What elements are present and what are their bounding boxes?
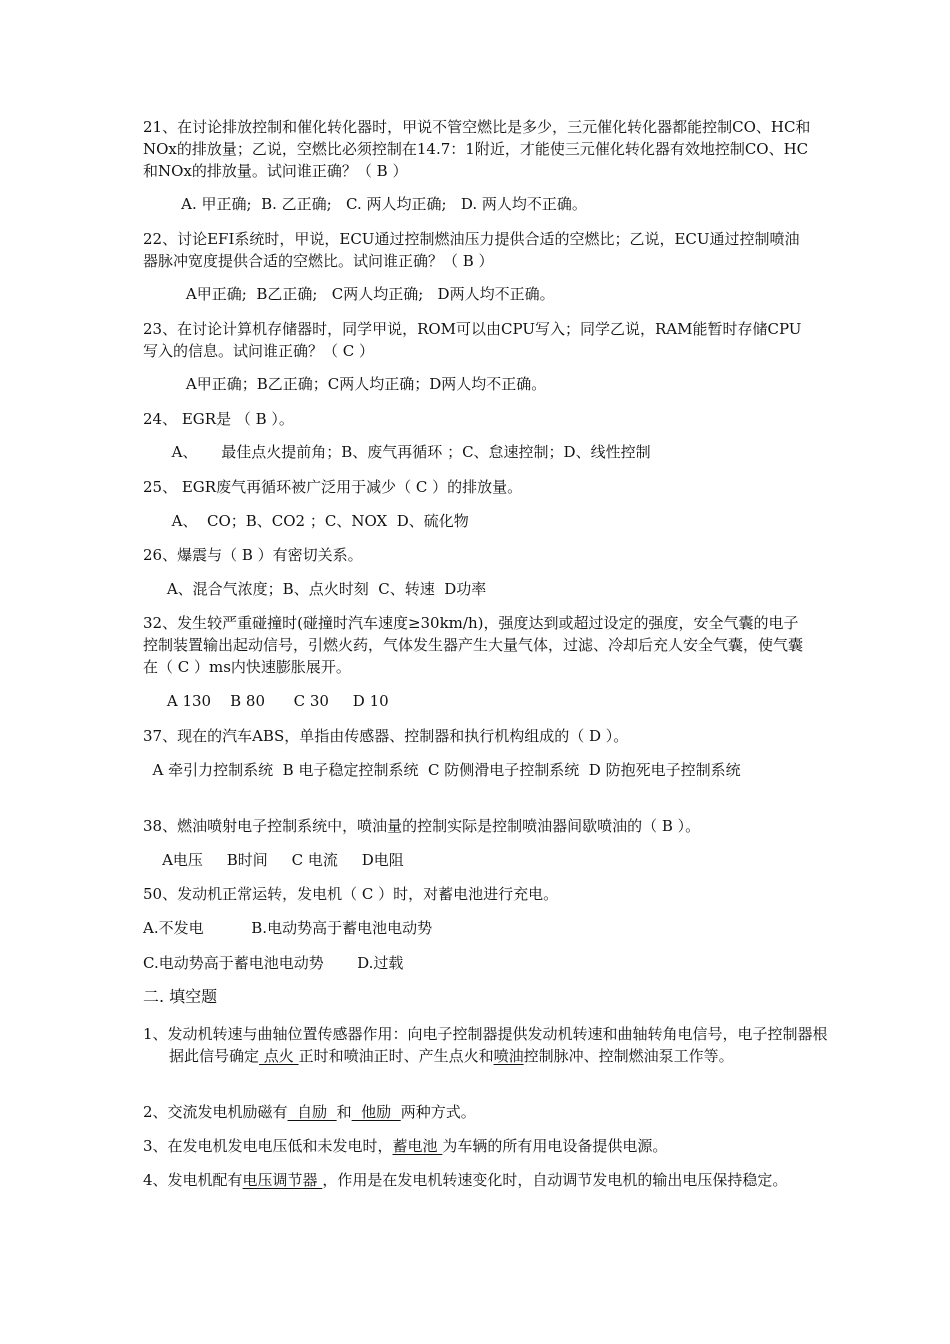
fill-blank-4-text-end: ，作用是在发电机转速变化时，自动调节发电机的输出电压保持稳定。 xyxy=(322,1171,788,1189)
fill-blank-3-text: 3、在发电机发电电压低和未发电时， xyxy=(143,1137,393,1155)
question-50-options-ab: A.不发电 B.电动势高于蓄电池电动势 xyxy=(143,919,433,937)
question-23: 23、在讨论计算机存储器时，同学甲说，ROM可以由CPU写入；同学乙说，RAM能暂时存储CPU写入的信息。试问谁正确？（ C ） xyxy=(143,320,802,360)
question-38: 38、燃油喷射电子控制系统中，喷油量的控制实际是控制喷油器间歇喷油的（ B ）。 xyxy=(143,817,701,835)
fill-blank-3-text-end: 为车辆的所有用电设备提供电源。 xyxy=(442,1137,668,1155)
fill-blank-1-answer-2: 喷油 xyxy=(493,1047,524,1065)
question-38-options: A电压 B时间 C 电流 D电阻 xyxy=(143,851,404,869)
fill-blank-3-answer: 蓄电池 xyxy=(392,1137,443,1155)
question-23-options: A甲正确；B乙正确；C两人均正确；D两人均不正确。 xyxy=(143,375,547,393)
question-25: 25、 EGR废气再循环被广泛用于减少（ C ）的排放量。 xyxy=(143,478,523,496)
fill-blank-2-answer-2: 他励 xyxy=(351,1103,401,1121)
question-26: 26、爆震与（ B ）有密切关系。 xyxy=(143,546,363,564)
fill-blank-1 xyxy=(143,1023,837,1067)
fill-blank-2-answer-1: 自励 xyxy=(287,1103,337,1121)
fill-blank-2-text: 2、交流发电机励磁有 xyxy=(143,1103,288,1121)
fill-blank-1-text: 1、发动机转速与曲轴位置传感器作用：向电子控制器提供发动机转速和曲轴转角电信号，电子控制器根据此信号确定 xyxy=(143,1025,828,1065)
question-37-options: A 牵引力控制系统 B 电子稳定控制系统 C 防侧滑电子控制系统 D 防抱死电子控制系统 xyxy=(143,761,741,779)
fill-blank-1-text-mid: 正时和喷油正时、产生点火和 xyxy=(298,1047,494,1065)
question-21-options: A. 甲正确; B. 乙正确; C. 两人均正确; D. 两人均不正确。 xyxy=(143,195,587,213)
fill-blank-2-text-end: 两种方式。 xyxy=(400,1103,476,1121)
question-32: 32、发生较严重碰撞时(碰撞时汽车速度≥30km/h)，强度达到或超过设定的强度，安全气囊的电子控制装置输出起动信号，引燃火药，气体发生器产生大量气体，过滤、冷却后充人安全气囊，使气囊在（ C ）ms内快速膨胀展开。 xyxy=(143,614,804,676)
question-22-options: A甲正确; B乙正确; C两人均正确; D两人均不正确。 xyxy=(143,285,555,303)
fill-blank-1-answer-1: 点火 xyxy=(259,1047,299,1065)
fill-blank-4 xyxy=(143,1169,811,1191)
fill-blank-3 xyxy=(143,1135,811,1157)
question-24: 24、 EGR是 （ B ）。 xyxy=(143,410,294,428)
question-26-options: A、混合气浓度；B、点火时刻 C、转速 D功率 xyxy=(143,580,487,598)
fill-blank-1-text-end: 控制脉冲、控制燃油泵工作等。 xyxy=(523,1047,734,1065)
question-50: 50、发动机正常运转，发电机（ C ）时，对蓄电池进行充电。 xyxy=(143,885,559,903)
fill-blank-2-text-mid: 和 xyxy=(336,1103,352,1121)
question-32-options: A 130 B 80 C 30 D 10 xyxy=(143,692,389,710)
section-heading-fill-blank: 二. 填空题 xyxy=(143,987,218,1006)
question-50-options-cd: C.电动势高于蓄电池电动势 D.过载 xyxy=(143,954,404,972)
fill-blank-4-answer: 电压调节器 xyxy=(242,1171,323,1189)
question-21: 21、在讨论排放控制和催化转化器时，甲说不管空燃比是多少，三元催化转化器都能控制CO、HC和NOx的排放量；乙说，空燃比必须控制在14.7：1附近，才能使三元催化转化器有效地控制CO、HC和NOx的排放量。试问谁正确？（ B ） xyxy=(143,118,811,180)
fill-blank-2 xyxy=(143,1101,811,1123)
question-37: 37、现在的汽车ABS，单指由传感器、控制器和执行机构组成的（ D ）。 xyxy=(143,727,629,745)
question-24-options: A、 最佳点火提前角；B、废气再循环 ；C、怠速控制；D、线性控制 xyxy=(143,443,651,461)
question-25-options: A、 CO；B、CO2 ；C、NOX D、硫化物 xyxy=(143,512,469,530)
question-22: 22、讨论EFI系统时，甲说，ECU通过控制燃油压力提供合适的空燃比；乙说，ECU通过控制喷油器脉冲宽度提供合适的空燃比。试问谁正确？（ B ） xyxy=(143,230,800,270)
fill-blank-4-text: 4、发电机配有 xyxy=(143,1171,243,1189)
